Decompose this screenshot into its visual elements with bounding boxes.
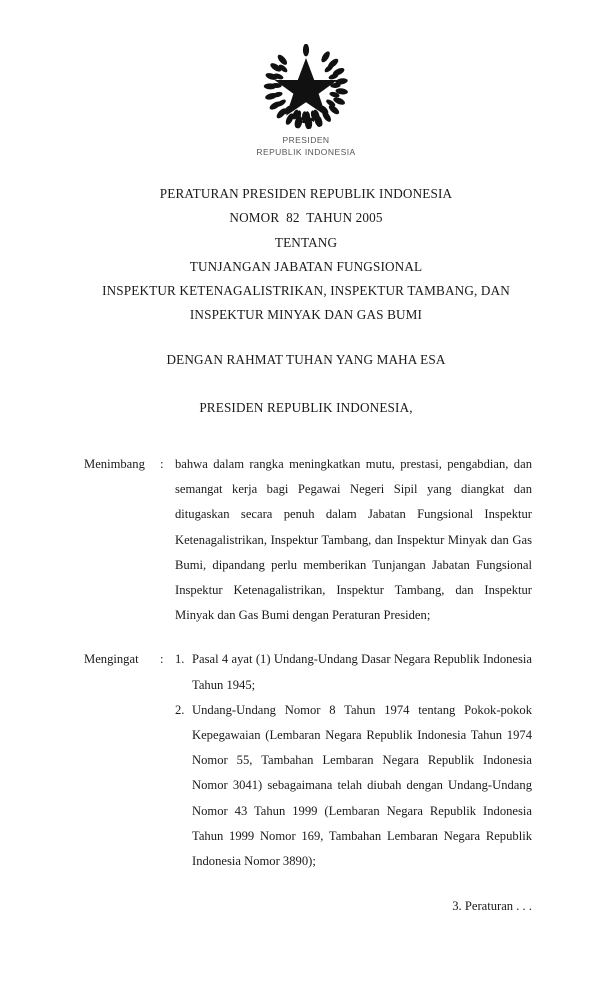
document-title-block <box>56 182 556 328</box>
garuda-star-wreath-emblem <box>260 44 352 130</box>
list-item-marker: 2. <box>175 702 185 717</box>
clause-menimbang <box>84 452 532 628</box>
clause-label-mengingat: Mengingat <box>84 652 139 667</box>
list-item-text: Undang-Undang Nomor 8 Tahun 1974 tentang Pokok-pokok Kepegawaian (Lembaran Negara Republik Indonesia Tahun 1974 Nomor 55, Tambahan Lembaran Negara Republik Indonesia Nomor 3041) sebagaimana telah diubah dengan Undang-Undang Nomor 43 Tahun 1999 (Lembaran Negara Republik Indonesia Tahun 1999 Nomor 169, Tambahan Lembaran Negara Republik Indonesia Nomor 3890); <box>192 702 532 869</box>
title-line-number: NOMOR 82 TAHUN 2005 <box>229 210 383 226</box>
list-item <box>175 647 532 697</box>
list-item-text: Pasal 4 ayat (1) Undang-Undang Dasar Negara Republik Indonesia Tahun 1945; <box>192 652 532 692</box>
list-item <box>175 698 532 874</box>
title-line-subject-1: TUNJANGAN JABATAN FUNGSIONAL <box>189 258 423 274</box>
title-line-subject-2: INSPEKTUR KETENAGALISTRIKAN, INSPEKTUR TAMBANG, DAN <box>102 283 510 299</box>
emblem-caption-line-2: REPUBLIK INDONESIA <box>256 146 356 157</box>
emblem-caption <box>0 135 612 158</box>
list-item-marker: 1. <box>175 652 185 667</box>
decree-blessing-line: DENGAN RAHMAT TUHAN YANG MAHA ESA <box>166 352 446 367</box>
title-line-subject-3: INSPEKTUR MINYAK DAN GAS BUMI <box>189 307 423 323</box>
title-line-regulation: PERATURAN PRESIDEN REPUBLIK INDONESIA <box>159 186 453 201</box>
presidential-emblem-block <box>0 44 612 158</box>
clauses-section <box>84 452 532 874</box>
page-catchword: 3. Peraturan . . . <box>452 899 532 913</box>
clause-mengingat <box>84 647 532 874</box>
issuing-authority-line: PRESIDEN REPUBLIK INDONESIA, <box>199 400 413 415</box>
clause-paragraph-menimbang: bahwa dalam rangka meningkatkan mutu, prestasi, pengabdian, dan semangat kerja bagi Pegawai Negeri Sipil yang diangkat dan ditugaskan secara penuh dalam Jabatan Fungsional Inspektur Ketenagalistrikan, Inspektur Tambang, dan Inspektur Minyak dan Gas Bumi, dipandang perlu memberikan Tunjangan Jabatan Fungsional Inspektur Ketenagalistrikan, Inspektur Tambang, dan Inspektur Minyak dan Gas Bumi dengan Peraturan Presiden; <box>175 457 532 623</box>
clause-label-menimbang: Menimbang <box>84 457 145 471</box>
clause-body-mengingat <box>175 647 532 874</box>
emblem-caption-line-1: PRESIDEN <box>282 135 330 145</box>
clause-body-menimbang <box>175 452 532 628</box>
clause-colon-menimbang: : <box>160 457 164 471</box>
clause-colon-mengingat: : <box>160 652 164 667</box>
title-line-about: TENTANG <box>274 234 338 250</box>
